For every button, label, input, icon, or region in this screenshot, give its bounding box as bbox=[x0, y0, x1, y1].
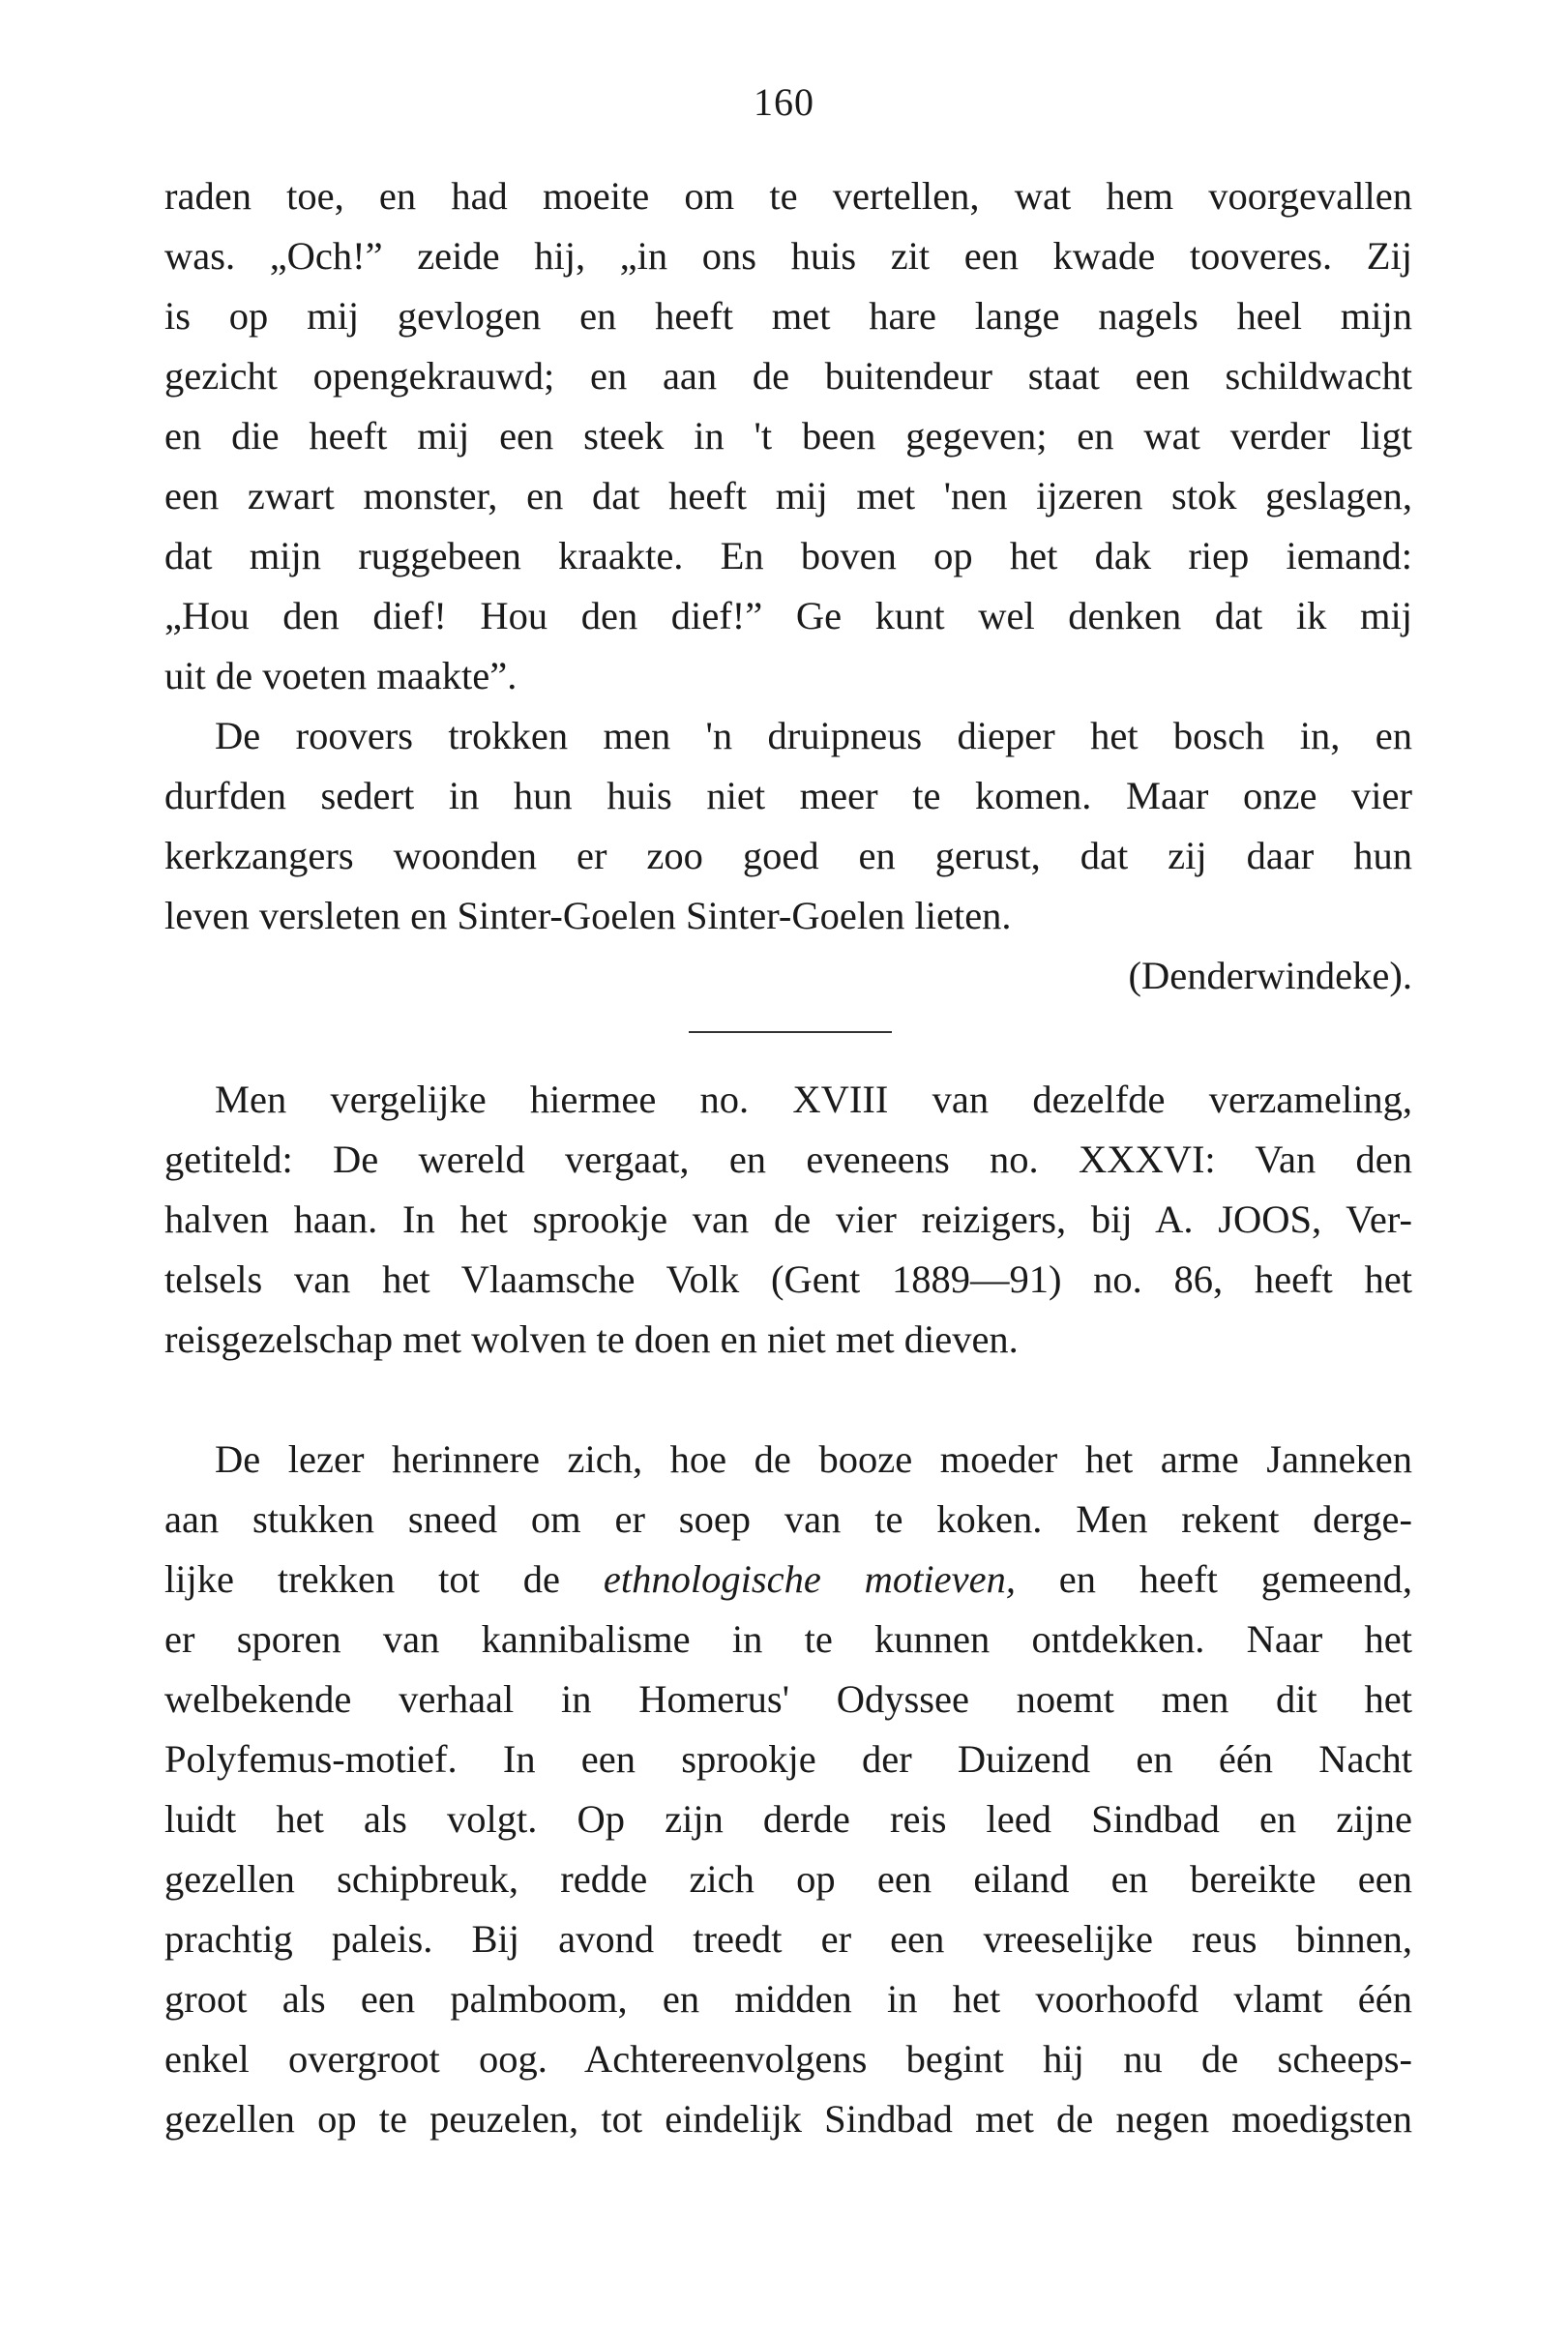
text-segment: lijke trekken tot de bbox=[164, 1557, 604, 1601]
text-line: groot als een palmboom, en midden in het voorhoofd vlamt één bbox=[164, 1977, 1412, 2021]
text-line: gezellen schipbreuk, redde zich op een eiland en bereikte een bbox=[164, 1857, 1412, 1901]
text-line: Men vergelijke hiermee no. XVIII van dezelfde verzameling, bbox=[215, 1078, 1412, 1121]
text-line: welbekende verhaal in Homerus' Odyssee noemt men dit het bbox=[164, 1677, 1412, 1721]
text-line: gezicht opengekrauwd; en aan de buitendeur staat een schildwacht bbox=[164, 354, 1412, 398]
text-line: leven versleten en Sinter-Goelen Sinter-Goelen lieten. bbox=[164, 894, 1012, 937]
text-line bbox=[164, 1550, 1412, 1610]
text-line: raden toe, en had moeite om te vertellen, wat hem voorgevallen bbox=[164, 174, 1412, 218]
text-line: en die heeft mij een steek in 't been gegeven; en wat verder ligt bbox=[164, 414, 1412, 458]
polyfemus-paragraph bbox=[164, 1430, 1412, 2149]
emphasized-term: ethnologische motieven, bbox=[603, 1557, 1016, 1601]
text-line: was. „Och!” zeide hij, „in ons huis zit een kwade tooveres. Zij bbox=[164, 234, 1412, 278]
text-line: prachtig paleis. Bij avond treedt er een vreeselijke reus binnen, bbox=[164, 1917, 1412, 1961]
story-ending bbox=[164, 166, 1412, 1006]
text-line: kerkzangers woonden er zoo goed en gerust, dat zij daar hun bbox=[164, 834, 1412, 877]
text-line: durfden sedert in hun huis niet meer te komen. Maar onze vier bbox=[164, 774, 1412, 817]
text-line: enkel overgroot oog. Achtereenvolgens begint hij nu de scheeps- bbox=[164, 2037, 1412, 2081]
text-line: luidt het als volgt. Op zijn derde reis leed Sindbad en zijne bbox=[164, 1797, 1412, 1841]
text-line: De roovers trokken men 'n druipneus dieper het bosch in, en bbox=[215, 714, 1412, 757]
text-line: dat mijn ruggebeen kraakte. En boven op het dak riep iemand: bbox=[164, 534, 1412, 577]
section-divider bbox=[689, 1031, 892, 1033]
text-line: gezellen op te peuzelen, tot eindelijk Sindbad met de negen moedigsten bbox=[164, 2097, 1412, 2141]
text-line: een zwart monster, en dat heeft mij met 'nen ijzeren stok geslagen, bbox=[164, 474, 1412, 517]
text-line: uit de voeten maakte”. bbox=[164, 654, 518, 697]
text-line: halven haan. In het sprookje van de vier reizigers, bij A. JOOS, Ver- bbox=[164, 1197, 1412, 1241]
page-number: 160 bbox=[754, 80, 814, 124]
source-attribution: (Denderwindeke). bbox=[1128, 954, 1412, 997]
text-line: getiteld: De wereld vergaat, en eveneens no. XXXVI: Van den bbox=[164, 1138, 1412, 1181]
commentary-paragraph bbox=[164, 1070, 1412, 1370]
text-line: telsels van het Vlaamsche Volk (Gent 1889—91) no. 86, heeft het bbox=[164, 1257, 1412, 1301]
text-line: reisgezelschap met wolven te doen en niet met dieven. bbox=[164, 1317, 1019, 1361]
text-line: De lezer herinnere zich, hoe de booze moeder het arme Janneken bbox=[215, 1437, 1412, 1481]
text-line: is op mij gevlogen en heeft met hare lange nagels heel mijn bbox=[164, 294, 1412, 338]
text-line: aan stukken sneed om er soep van te koken. Men rekent derge- bbox=[164, 1497, 1412, 1541]
text-segment: en heeft gemeend, bbox=[1015, 1557, 1412, 1601]
text-line: er sporen van kannibalisme in te kunnen ontdekken. Naar het bbox=[164, 1617, 1412, 1661]
text-line: Polyfemus-motief. In een sprookje der Duizend en één Nacht bbox=[164, 1737, 1412, 1781]
text-line: „Hou den dief! Hou den dief!” Ge kunt wel denken dat ik mij bbox=[164, 594, 1412, 637]
